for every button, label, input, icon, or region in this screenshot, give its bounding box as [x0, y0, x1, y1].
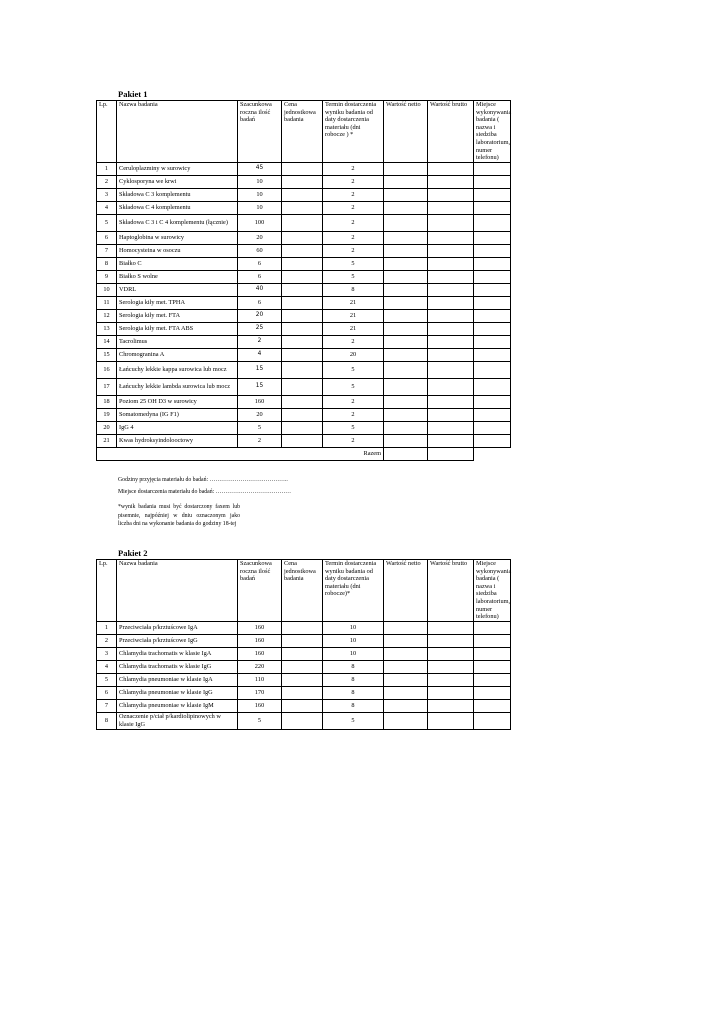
hours-note: Godziny przyjęcia materiału do badań: ………………………………….. — [118, 477, 288, 483]
gross-value-cell — [428, 378, 474, 395]
delivery-days-cell: 5 — [323, 361, 384, 378]
table-row — [97, 434, 511, 447]
lab-location-cell — [474, 361, 511, 378]
annual-quantity-cell: 220 — [238, 660, 282, 673]
net-value-cell — [384, 378, 428, 395]
table-row — [97, 322, 511, 335]
row-number-cell: 10 — [97, 283, 117, 296]
test-name-cell: Łańcuchy lekkie kappa surowica lub mocz — [117, 361, 238, 378]
row-number-cell: 1 — [97, 621, 117, 634]
row-number-cell: 12 — [97, 309, 117, 322]
table-row — [97, 231, 511, 244]
delivery-days-cell: 5 — [323, 257, 384, 270]
row-number-cell: 4 — [97, 660, 117, 673]
table-row — [97, 686, 511, 699]
lab-location-cell — [474, 621, 511, 634]
test-name-cell: Składowa C 3 i C 4 komplementu (łącznie) — [117, 214, 238, 231]
lab-location-cell — [474, 421, 511, 434]
delivery-days-cell: 2 — [323, 231, 384, 244]
lab-location-cell — [474, 162, 511, 175]
delivery-days-cell: 2 — [323, 162, 384, 175]
gross-value-cell — [428, 686, 474, 699]
package-2-title: Pakiet 2 — [118, 548, 148, 558]
gross-value-cell — [428, 162, 474, 175]
test-name-cell: Cyklosporyna we krwi — [117, 175, 238, 188]
annual-quantity-cell: 10 — [238, 188, 282, 201]
row-number-cell: 2 — [97, 175, 117, 188]
row-number-cell: 14 — [97, 335, 117, 348]
net-value-cell — [384, 699, 428, 712]
lab-location-cell — [474, 408, 511, 421]
unit-price-cell — [282, 621, 323, 634]
header-lab-location: Miejsce wykonywania badania ( nazwa i siedziba laboratorium, numer telefonu) — [474, 560, 511, 622]
header-lp: Lp. — [97, 560, 117, 622]
gross-value-cell — [428, 673, 474, 686]
lab-location-cell — [474, 686, 511, 699]
test-name-cell: Serologia kiły met. FTA — [117, 309, 238, 322]
row-number-cell: 7 — [97, 244, 117, 257]
test-name-cell: Składowa C 4 komplementu — [117, 201, 238, 214]
row-number-cell: 16 — [97, 361, 117, 378]
test-name-cell: Białko C — [117, 257, 238, 270]
table-row — [97, 309, 511, 322]
annual-quantity-cell: 160 — [238, 647, 282, 660]
net-value-cell — [384, 712, 428, 729]
row-number-cell: 18 — [97, 395, 117, 408]
net-value-cell — [384, 296, 428, 309]
total-gross-cell — [428, 447, 474, 460]
net-value-cell — [384, 188, 428, 201]
net-value-cell — [384, 201, 428, 214]
table-row — [97, 214, 511, 231]
delivery-days-cell: 5 — [323, 421, 384, 434]
unit-price-cell — [282, 395, 323, 408]
unit-price-cell — [282, 699, 323, 712]
gross-value-cell — [428, 201, 474, 214]
gross-value-cell — [428, 322, 474, 335]
test-name-cell: Haptoglobina w surowicy — [117, 231, 238, 244]
delivery-days-cell: 8 — [323, 660, 384, 673]
net-value-cell — [384, 322, 428, 335]
row-number-cell: 17 — [97, 378, 117, 395]
gross-value-cell — [428, 231, 474, 244]
table-row — [97, 378, 511, 395]
table-row — [97, 175, 511, 188]
table-row — [97, 162, 511, 175]
package-2-table — [96, 559, 511, 730]
delivery-days-cell: 21 — [323, 296, 384, 309]
row-number-cell: 3 — [97, 188, 117, 201]
annual-quantity-cell: 160 — [238, 699, 282, 712]
row-number-cell: 3 — [97, 647, 117, 660]
gross-value-cell — [428, 634, 474, 647]
table-row — [97, 699, 511, 712]
table-row — [97, 270, 511, 283]
table-row — [97, 634, 511, 647]
net-value-cell — [384, 270, 428, 283]
test-name-cell: Ceruloplazminy w surowicy — [117, 162, 238, 175]
gross-value-cell — [428, 647, 474, 660]
delivery-days-cell: 5 — [323, 378, 384, 395]
package-1-table — [96, 100, 511, 461]
row-number-cell: 2 — [97, 634, 117, 647]
lab-location-cell — [474, 257, 511, 270]
annual-quantity-cell: 25 — [238, 322, 282, 335]
net-value-cell — [384, 335, 428, 348]
lab-location-cell — [474, 395, 511, 408]
net-value-cell — [384, 408, 428, 421]
net-value-cell — [384, 634, 428, 647]
unit-price-cell — [282, 201, 323, 214]
row-number-cell: 15 — [97, 348, 117, 361]
gross-value-cell — [428, 188, 474, 201]
net-value-cell — [384, 162, 428, 175]
annual-quantity-cell: 20 — [238, 309, 282, 322]
annual-quantity-cell: 40 — [238, 283, 282, 296]
annual-quantity-cell: 45 — [238, 162, 282, 175]
header-gross-value: Wartość brutto — [428, 101, 474, 163]
row-number-cell: 21 — [97, 434, 117, 447]
lab-location-cell — [474, 647, 511, 660]
lab-location-cell — [474, 634, 511, 647]
table-row — [97, 296, 511, 309]
test-name-cell: Tacrolimus — [117, 335, 238, 348]
lab-location-cell — [474, 214, 511, 231]
header-annual-quantity: Szacunkowa roczna ilość badań — [238, 560, 282, 622]
unit-price-cell — [282, 188, 323, 201]
gross-value-cell — [428, 395, 474, 408]
delivery-days-cell: 5 — [323, 712, 384, 729]
row-number-cell: 8 — [97, 712, 117, 729]
gross-value-cell — [428, 408, 474, 421]
unit-price-cell — [282, 673, 323, 686]
net-value-cell — [384, 283, 428, 296]
annual-quantity-cell: 2 — [238, 335, 282, 348]
annual-quantity-cell: 110 — [238, 673, 282, 686]
annual-quantity-cell: 20 — [238, 231, 282, 244]
test-name-cell: Serologia kiły met. TPHA — [117, 296, 238, 309]
lab-location-cell — [474, 660, 511, 673]
gross-value-cell — [428, 335, 474, 348]
gross-value-cell — [428, 283, 474, 296]
table-row — [97, 257, 511, 270]
delivery-days-cell: 2 — [323, 408, 384, 421]
net-value-cell — [384, 361, 428, 378]
total-label: Razem — [97, 447, 384, 460]
header-lp: Lp. — [97, 101, 117, 163]
net-value-cell — [384, 244, 428, 257]
unit-price-cell — [282, 712, 323, 729]
row-number-cell: 9 — [97, 270, 117, 283]
lab-location-cell — [474, 283, 511, 296]
header-annual-quantity: Szacunkowa roczna ilość badań — [238, 101, 282, 163]
row-number-cell: 1 — [97, 162, 117, 175]
row-number-cell: 5 — [97, 214, 117, 231]
unit-price-cell — [282, 647, 323, 660]
net-value-cell — [384, 647, 428, 660]
table-row — [97, 660, 511, 673]
table-row — [97, 201, 511, 214]
test-name-cell: Chlamydia trachomatis w klasie IgA — [117, 647, 238, 660]
lab-location-cell — [474, 231, 511, 244]
delivery-days-cell: 21 — [323, 309, 384, 322]
gross-value-cell — [428, 660, 474, 673]
lab-location-cell — [474, 712, 511, 729]
test-name-cell: Kwas hydroksyindolooctowy — [117, 434, 238, 447]
gross-value-cell — [428, 421, 474, 434]
delivery-days-cell: 2 — [323, 395, 384, 408]
table-row — [97, 335, 511, 348]
unit-price-cell — [282, 322, 323, 335]
table-row — [97, 283, 511, 296]
test-name-cell: Przeciwciała p/krztuścowe IgA — [117, 621, 238, 634]
annual-quantity-cell: 15 — [238, 378, 282, 395]
unit-price-cell — [282, 421, 323, 434]
annual-quantity-cell: 60 — [238, 244, 282, 257]
table-row — [97, 647, 511, 660]
row-number-cell: 20 — [97, 421, 117, 434]
lab-location-cell — [474, 244, 511, 257]
net-value-cell — [384, 214, 428, 231]
header-unit-price: Cena jednostkowa badania — [282, 101, 323, 163]
net-value-cell — [384, 660, 428, 673]
header-test-name: Nazwa badania — [117, 101, 238, 163]
delivery-days-cell: 2 — [323, 335, 384, 348]
lab-location-cell — [474, 270, 511, 283]
row-number-cell: 13 — [97, 322, 117, 335]
lab-location-cell — [474, 335, 511, 348]
header-net-value: Wartość netto — [384, 101, 428, 163]
lab-location-cell — [474, 434, 511, 447]
unit-price-cell — [282, 361, 323, 378]
test-name-cell: Chlamydia pneumoniae w klasie IgG — [117, 686, 238, 699]
header-gross-value: Wartość brutto — [428, 560, 474, 622]
net-value-cell — [384, 309, 428, 322]
delivery-days-cell: 2 — [323, 188, 384, 201]
lab-location-cell — [474, 175, 511, 188]
table-row — [97, 361, 511, 378]
header-delivery-term: Termin dostarczenia wyniku badania od daty dostarczenia materiału (dni robocze)* — [323, 560, 384, 622]
unit-price-cell — [282, 378, 323, 395]
annual-quantity-cell: 6 — [238, 270, 282, 283]
lab-location-cell — [474, 322, 511, 335]
test-name-cell: Homocysteina w osoczu — [117, 244, 238, 257]
annual-quantity-cell: 160 — [238, 621, 282, 634]
annual-quantity-cell: 4 — [238, 348, 282, 361]
header-lab-location: Miejsce wykonywania badania ( nazwa i siedziba laboratorium, numer telefonu) — [474, 101, 511, 163]
lab-location-cell — [474, 348, 511, 361]
unit-price-cell — [282, 686, 323, 699]
unit-price-cell — [282, 408, 323, 421]
unit-price-cell — [282, 309, 323, 322]
unit-price-cell — [282, 348, 323, 361]
annual-quantity-cell: 5 — [238, 712, 282, 729]
table-row — [97, 188, 511, 201]
delivery-days-cell: 2 — [323, 214, 384, 231]
header-test-name: Nazwa badania — [117, 560, 238, 622]
gross-value-cell — [428, 214, 474, 231]
gross-value-cell — [428, 699, 474, 712]
package-1-title: Pakiet 1 — [118, 89, 148, 99]
test-name-cell: Łańcuchy lekkie lambda surowica lub mocz — [117, 378, 238, 395]
annual-quantity-cell: 170 — [238, 686, 282, 699]
unit-price-cell — [282, 231, 323, 244]
row-number-cell: 6 — [97, 686, 117, 699]
unit-price-cell — [282, 434, 323, 447]
net-value-cell — [384, 686, 428, 699]
row-number-cell: 6 — [97, 231, 117, 244]
gross-value-cell — [428, 257, 474, 270]
annual-quantity-cell: 6 — [238, 257, 282, 270]
delivery-days-cell: 10 — [323, 634, 384, 647]
delivery-days-cell: 2 — [323, 434, 384, 447]
header-unit-price: Cena jednostkowa badania — [282, 560, 323, 622]
table-row — [97, 395, 511, 408]
delivery-days-cell: 20 — [323, 348, 384, 361]
row-number-cell: 8 — [97, 257, 117, 270]
footnote: *wynik badania musi być dostarczony faxem lub pisemnie, najpóźniej w dniu oznaczonym jako liczba dni na wykonanie badania do godziny 18-tej — [118, 504, 240, 528]
delivery-days-cell: 8 — [323, 673, 384, 686]
net-value-cell — [384, 434, 428, 447]
row-number-cell: 5 — [97, 673, 117, 686]
net-value-cell — [384, 175, 428, 188]
delivery-days-cell: 10 — [323, 621, 384, 634]
lab-location-cell — [474, 378, 511, 395]
test-name-cell: Chlamydia pneumoniae w klasie IgA — [117, 673, 238, 686]
annual-quantity-cell: 10 — [238, 201, 282, 214]
row-number-cell: 7 — [97, 699, 117, 712]
annual-quantity-cell: 15 — [238, 361, 282, 378]
net-value-cell — [384, 621, 428, 634]
gross-value-cell — [428, 621, 474, 634]
gross-value-cell — [428, 270, 474, 283]
header-delivery-term: Termin dostarczenia wyniku badania od daty dostarczenia materiału (dni robocze ) * — [323, 101, 384, 163]
gross-value-cell — [428, 348, 474, 361]
annual-quantity-cell: 6 — [238, 296, 282, 309]
net-value-cell — [384, 395, 428, 408]
annual-quantity-cell: 100 — [238, 214, 282, 231]
test-name-cell: Chlamydia trachomatis w klasie IgG — [117, 660, 238, 673]
lab-location-cell — [474, 188, 511, 201]
row-number-cell: 19 — [97, 408, 117, 421]
gross-value-cell — [428, 244, 474, 257]
test-name-cell: Serologia kiły met. FTA ABS — [117, 322, 238, 335]
total-row — [97, 447, 511, 460]
delivery-days-cell: 8 — [323, 686, 384, 699]
test-name-cell: IgG 4 — [117, 421, 238, 434]
annual-quantity-cell: 2 — [238, 434, 282, 447]
unit-price-cell — [282, 270, 323, 283]
unit-price-cell — [282, 283, 323, 296]
table-row — [97, 421, 511, 434]
empty-cell — [474, 447, 511, 460]
delivery-days-cell: 10 — [323, 647, 384, 660]
unit-price-cell — [282, 335, 323, 348]
net-value-cell — [384, 421, 428, 434]
delivery-days-cell: 2 — [323, 201, 384, 214]
unit-price-cell — [282, 175, 323, 188]
lab-location-cell — [474, 309, 511, 322]
net-value-cell — [384, 231, 428, 244]
gross-value-cell — [428, 361, 474, 378]
delivery-days-cell: 5 — [323, 270, 384, 283]
test-name-cell: Składowa C 3 komplementu — [117, 188, 238, 201]
delivery-days-cell: 8 — [323, 699, 384, 712]
gross-value-cell — [428, 434, 474, 447]
table-row — [97, 244, 511, 257]
lab-location-cell — [474, 201, 511, 214]
test-name-cell: Białko S wolne — [117, 270, 238, 283]
annual-quantity-cell: 160 — [238, 634, 282, 647]
unit-price-cell — [282, 162, 323, 175]
table-row — [97, 408, 511, 421]
lab-location-cell — [474, 673, 511, 686]
lab-location-cell — [474, 699, 511, 712]
annual-quantity-cell: 10 — [238, 175, 282, 188]
unit-price-cell — [282, 244, 323, 257]
unit-price-cell — [282, 634, 323, 647]
net-value-cell — [384, 673, 428, 686]
unit-price-cell — [282, 257, 323, 270]
delivery-days-cell: 2 — [323, 175, 384, 188]
table-row — [97, 712, 511, 729]
unit-price-cell — [282, 214, 323, 231]
place-note: Miejsce dostarczenia materiału do badań: ………………………………… — [118, 489, 292, 495]
test-name-cell: Chlamydia pneumoniae w klasie IgM — [117, 699, 238, 712]
annual-quantity-cell: 20 — [238, 408, 282, 421]
gross-value-cell — [428, 175, 474, 188]
annual-quantity-cell: 5 — [238, 421, 282, 434]
lab-location-cell — [474, 296, 511, 309]
gross-value-cell — [428, 309, 474, 322]
unit-price-cell — [282, 660, 323, 673]
table-row — [97, 673, 511, 686]
header-net-value: Wartość netto — [384, 560, 428, 622]
test-name-cell: Chromogranina A — [117, 348, 238, 361]
test-name-cell: Somatomedyna (IG F1) — [117, 408, 238, 421]
net-value-cell — [384, 348, 428, 361]
table-row — [97, 621, 511, 634]
unit-price-cell — [282, 296, 323, 309]
table-row — [97, 348, 511, 361]
gross-value-cell — [428, 296, 474, 309]
delivery-days-cell: 2 — [323, 244, 384, 257]
row-number-cell: 4 — [97, 201, 117, 214]
row-number-cell: 11 — [97, 296, 117, 309]
test-name-cell: Przeciwciała p/krztuścowe IgG — [117, 634, 238, 647]
total-net-cell — [384, 447, 428, 460]
net-value-cell — [384, 257, 428, 270]
test-name-cell: Oznaczenie p/ciał p/kardiolipinowych w klasie IgG — [117, 712, 238, 729]
gross-value-cell — [428, 712, 474, 729]
delivery-days-cell: 21 — [323, 322, 384, 335]
annual-quantity-cell: 160 — [238, 395, 282, 408]
test-name-cell: VDRL — [117, 283, 238, 296]
delivery-days-cell: 8 — [323, 283, 384, 296]
test-name-cell: Poziom 25 OH D3 w surowicy — [117, 395, 238, 408]
